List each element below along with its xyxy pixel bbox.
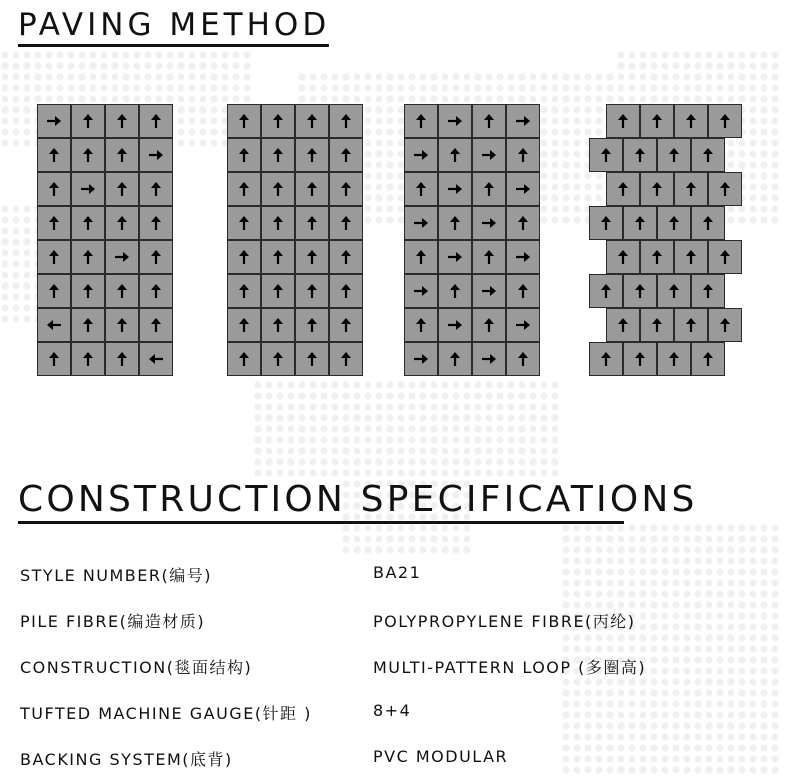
carpet-tile xyxy=(329,274,363,308)
arrow-up-icon xyxy=(616,317,630,333)
carpet-tile xyxy=(674,104,708,138)
arrow-up-icon xyxy=(633,351,647,367)
arrow-up-icon xyxy=(115,147,129,163)
arrow-right-icon xyxy=(516,113,530,129)
carpet-tile xyxy=(404,104,438,138)
carpet-tile xyxy=(438,206,472,240)
arrow-up-icon xyxy=(616,249,630,265)
arrow-up-icon xyxy=(599,215,613,231)
carpet-tile xyxy=(105,172,139,206)
paving-pattern-brick-ashlar xyxy=(589,104,725,378)
arrow-up-icon xyxy=(305,113,319,129)
carpet-tile xyxy=(623,206,657,240)
carpet-tile xyxy=(438,138,472,172)
carpet-tile xyxy=(227,342,261,376)
arrow-up-icon xyxy=(237,249,251,265)
carpet-tile xyxy=(329,138,363,172)
carpet-tile xyxy=(640,240,674,274)
carpet-tile xyxy=(472,274,506,308)
spec-row-backing-system xyxy=(20,743,760,771)
carpet-tile xyxy=(404,138,438,172)
carpet-tile xyxy=(657,206,691,240)
carpet-tile xyxy=(438,172,472,206)
paving-pattern-quarter-turn xyxy=(404,104,540,378)
arrow-up-icon xyxy=(650,113,664,129)
carpet-tile xyxy=(589,138,623,172)
arrow-up-icon xyxy=(305,249,319,265)
arrow-up-icon xyxy=(305,215,319,231)
arrow-right-icon xyxy=(516,249,530,265)
arrow-up-icon xyxy=(271,351,285,367)
arrow-right-icon xyxy=(482,215,496,231)
arrow-up-icon xyxy=(271,181,285,197)
carpet-tile xyxy=(404,274,438,308)
arrow-up-icon xyxy=(339,351,353,367)
spec-label: BACKING SYSTEM(底背) xyxy=(20,750,233,769)
carpet-tile xyxy=(708,104,742,138)
arrow-up-icon xyxy=(650,181,664,197)
carpet-tile xyxy=(261,206,295,240)
arrow-right-icon xyxy=(47,113,61,129)
carpet-tile xyxy=(329,308,363,342)
arrow-up-icon xyxy=(237,317,251,333)
paving-pattern-monolithic xyxy=(227,104,363,378)
arrow-up-icon xyxy=(237,181,251,197)
carpet-tile xyxy=(506,308,540,342)
arrow-up-icon xyxy=(237,351,251,367)
arrow-right-icon xyxy=(81,181,95,197)
carpet-tile xyxy=(37,274,71,308)
arrow-up-icon xyxy=(701,351,715,367)
carpet-tile xyxy=(37,138,71,172)
carpet-tile xyxy=(472,172,506,206)
arrow-up-icon xyxy=(516,283,530,299)
arrow-up-icon xyxy=(701,147,715,163)
arrow-up-icon xyxy=(516,215,530,231)
carpet-tile xyxy=(674,172,708,206)
arrow-up-icon xyxy=(448,147,462,163)
arrow-right-icon xyxy=(516,181,530,197)
arrow-up-icon xyxy=(81,283,95,299)
carpet-tile xyxy=(227,274,261,308)
spec-label: STYLE NUMBER(编号) xyxy=(20,566,212,585)
arrow-up-icon xyxy=(47,215,61,231)
carpet-tile xyxy=(623,274,657,308)
carpet-tile xyxy=(329,240,363,274)
arrow-up-icon xyxy=(684,181,698,197)
arrow-up-icon xyxy=(701,215,715,231)
arrow-up-icon xyxy=(448,351,462,367)
arrow-up-icon xyxy=(149,283,163,299)
carpet-tile xyxy=(71,206,105,240)
arrow-up-icon xyxy=(81,147,95,163)
carpet-tile xyxy=(295,240,329,274)
arrow-right-icon xyxy=(482,283,496,299)
arrow-up-icon xyxy=(448,283,462,299)
spec-row-pile-fibre xyxy=(20,605,760,633)
carpet-tile xyxy=(105,240,139,274)
spec-label: CONSTRUCTION(毯面结构) xyxy=(20,658,253,677)
carpet-tile xyxy=(438,274,472,308)
spec-value: BA21 xyxy=(373,563,422,582)
arrow-up-icon xyxy=(516,147,530,163)
arrow-up-icon xyxy=(237,283,251,299)
spec-label: TUFTED MACHINE GAUGE(针距 ) xyxy=(20,704,312,723)
carpet-tile xyxy=(227,308,261,342)
carpet-tile xyxy=(506,342,540,376)
carpet-tile xyxy=(261,342,295,376)
construction-specifications-title: CONSTRUCTION SPECIFICATIONS xyxy=(18,479,698,520)
carpet-tile xyxy=(506,206,540,240)
carpet-tile xyxy=(623,138,657,172)
arrow-right-icon xyxy=(414,283,428,299)
arrow-up-icon xyxy=(414,113,428,129)
spec-label: PILE FIBRE(编造材质) xyxy=(20,612,206,631)
arrow-up-icon xyxy=(305,147,319,163)
carpet-tile xyxy=(506,138,540,172)
arrow-up-icon xyxy=(650,317,664,333)
carpet-tile xyxy=(71,172,105,206)
carpet-tile xyxy=(105,138,139,172)
carpet-tile xyxy=(589,206,623,240)
carpet-tile xyxy=(329,206,363,240)
arrow-up-icon xyxy=(237,215,251,231)
paving-method-title: PAVING METHOD xyxy=(18,7,331,43)
arrow-up-icon xyxy=(482,113,496,129)
carpet-tile xyxy=(105,206,139,240)
arrow-up-icon xyxy=(149,215,163,231)
arrow-right-icon xyxy=(149,147,163,163)
arrow-up-icon xyxy=(237,147,251,163)
carpet-tile xyxy=(606,240,640,274)
arrow-up-icon xyxy=(339,147,353,163)
carpet-tile xyxy=(329,172,363,206)
carpet-tile xyxy=(105,308,139,342)
arrow-up-icon xyxy=(47,351,61,367)
arrow-up-icon xyxy=(633,283,647,299)
carpet-tile xyxy=(404,206,438,240)
arrow-up-icon xyxy=(339,113,353,129)
carpet-tile xyxy=(227,240,261,274)
carpet-tile xyxy=(438,240,472,274)
carpet-tile xyxy=(472,308,506,342)
arrow-up-icon xyxy=(339,317,353,333)
arrow-up-icon xyxy=(115,351,129,367)
carpet-tile xyxy=(105,104,139,138)
arrow-right-icon xyxy=(414,215,428,231)
arrow-up-icon xyxy=(115,215,129,231)
arrow-up-icon xyxy=(667,351,681,367)
carpet-tile xyxy=(139,172,173,206)
arrow-up-icon xyxy=(81,351,95,367)
arrow-right-icon xyxy=(448,317,462,333)
carpet-tile xyxy=(227,138,261,172)
arrow-up-icon xyxy=(271,283,285,299)
carpet-tile xyxy=(227,206,261,240)
carpet-tile xyxy=(589,274,623,308)
carpet-tile xyxy=(506,240,540,274)
spec-row-style-number xyxy=(20,559,760,587)
carpet-tile xyxy=(657,274,691,308)
arrow-up-icon xyxy=(684,317,698,333)
carpet-tile xyxy=(506,274,540,308)
carpet-tile xyxy=(139,206,173,240)
arrow-up-icon xyxy=(271,147,285,163)
arrow-up-icon xyxy=(599,283,613,299)
arrow-right-icon xyxy=(448,181,462,197)
arrow-up-icon xyxy=(414,249,428,265)
arrow-up-icon xyxy=(81,249,95,265)
carpet-tile xyxy=(329,342,363,376)
arrow-up-icon xyxy=(81,113,95,129)
arrow-up-icon xyxy=(271,317,285,333)
arrow-up-icon xyxy=(667,147,681,163)
arrow-up-icon xyxy=(115,181,129,197)
arrow-up-icon xyxy=(47,249,61,265)
carpet-tile xyxy=(691,274,725,308)
carpet-tile xyxy=(71,104,105,138)
carpet-tile xyxy=(295,104,329,138)
spec-value: MULTI-PATTERN LOOP (多圈高) xyxy=(373,658,647,677)
carpet-tile xyxy=(606,308,640,342)
arrow-up-icon xyxy=(271,113,285,129)
arrow-right-icon xyxy=(414,147,428,163)
carpet-tile xyxy=(261,274,295,308)
carpet-tile xyxy=(657,342,691,376)
arrow-up-icon xyxy=(339,181,353,197)
carpet-tile xyxy=(71,274,105,308)
carpet-tile xyxy=(708,240,742,274)
arrow-up-icon xyxy=(81,317,95,333)
carpet-tile xyxy=(472,240,506,274)
arrow-up-icon xyxy=(339,215,353,231)
arrow-up-icon xyxy=(667,283,681,299)
specs-title-underline xyxy=(18,521,624,524)
arrow-up-icon xyxy=(718,249,732,265)
carpet-tile xyxy=(139,308,173,342)
carpet-tile xyxy=(506,104,540,138)
arrow-right-icon xyxy=(448,249,462,265)
arrow-up-icon xyxy=(149,317,163,333)
spec-value: 8+4 xyxy=(373,701,412,720)
carpet-tile xyxy=(472,206,506,240)
arrow-up-icon xyxy=(718,181,732,197)
carpet-tile xyxy=(295,308,329,342)
spec-row-tufted-machine-gauge xyxy=(20,697,760,725)
carpet-tile xyxy=(261,308,295,342)
arrow-up-icon xyxy=(633,215,647,231)
arrow-up-icon xyxy=(718,317,732,333)
arrow-up-icon xyxy=(149,181,163,197)
carpet-tile xyxy=(691,206,725,240)
carpet-tile xyxy=(472,138,506,172)
carpet-tile xyxy=(506,172,540,206)
carpet-tile xyxy=(640,308,674,342)
arrow-right-icon xyxy=(482,351,496,367)
arrow-left-icon xyxy=(47,317,61,333)
arrow-up-icon xyxy=(482,249,496,265)
carpet-tile xyxy=(139,274,173,308)
arrow-right-icon xyxy=(448,113,462,129)
arrow-up-icon xyxy=(684,249,698,265)
arrow-right-icon xyxy=(516,317,530,333)
carpet-tile xyxy=(37,342,71,376)
carpet-tile xyxy=(404,240,438,274)
carpet-tile xyxy=(261,172,295,206)
arrow-up-icon xyxy=(115,317,129,333)
arrow-up-icon xyxy=(414,317,428,333)
arrow-up-icon xyxy=(667,215,681,231)
arrow-up-icon xyxy=(271,249,285,265)
arrow-up-icon xyxy=(305,351,319,367)
arrow-up-icon xyxy=(47,283,61,299)
carpet-tile xyxy=(674,308,708,342)
carpet-tile xyxy=(438,308,472,342)
arrow-up-icon xyxy=(305,283,319,299)
spec-value: POLYPROPYLENE FIBRE(丙纶) xyxy=(373,612,636,631)
carpet-tile xyxy=(674,240,708,274)
carpet-tile xyxy=(691,138,725,172)
carpet-tile xyxy=(71,308,105,342)
carpet-tile xyxy=(261,104,295,138)
carpet-tile xyxy=(623,342,657,376)
arrow-up-icon xyxy=(237,113,251,129)
arrow-up-icon xyxy=(339,283,353,299)
carpet-tile xyxy=(708,172,742,206)
arrow-up-icon xyxy=(339,249,353,265)
arrow-up-icon xyxy=(271,215,285,231)
arrow-up-icon xyxy=(305,317,319,333)
arrow-up-icon xyxy=(616,113,630,129)
carpet-tile xyxy=(295,138,329,172)
spec-row-construction xyxy=(20,651,760,679)
spec-value: PVC MODULAR xyxy=(373,747,509,766)
arrow-up-icon xyxy=(684,113,698,129)
carpet-tile xyxy=(472,104,506,138)
carpet-tile xyxy=(227,104,261,138)
carpet-tile xyxy=(37,240,71,274)
carpet-tile xyxy=(404,172,438,206)
arrow-up-icon xyxy=(149,113,163,129)
carpet-tile xyxy=(708,308,742,342)
arrow-up-icon xyxy=(633,147,647,163)
arrow-up-icon xyxy=(599,351,613,367)
carpet-tile xyxy=(329,104,363,138)
carpet-tile xyxy=(404,308,438,342)
arrow-up-icon xyxy=(149,249,163,265)
carpet-tile xyxy=(261,240,295,274)
carpet-tile xyxy=(227,172,261,206)
carpet-tile xyxy=(606,172,640,206)
arrow-up-icon xyxy=(482,317,496,333)
carpet-tile xyxy=(37,104,71,138)
arrow-right-icon xyxy=(482,147,496,163)
arrow-up-icon xyxy=(718,113,732,129)
carpet-tile xyxy=(295,274,329,308)
arrow-left-icon xyxy=(149,351,163,367)
carpet-tile xyxy=(139,240,173,274)
carpet-tile xyxy=(438,342,472,376)
arrow-up-icon xyxy=(115,283,129,299)
arrow-up-icon xyxy=(701,283,715,299)
arrow-up-icon xyxy=(516,351,530,367)
carpet-tile xyxy=(691,342,725,376)
arrow-up-icon xyxy=(47,181,61,197)
arrow-up-icon xyxy=(616,181,630,197)
arrow-up-icon xyxy=(115,113,129,129)
arrow-up-icon xyxy=(599,147,613,163)
carpet-tile xyxy=(657,138,691,172)
carpet-tile xyxy=(139,104,173,138)
arrow-up-icon xyxy=(305,181,319,197)
carpet-tile xyxy=(37,206,71,240)
arrow-up-icon xyxy=(650,249,664,265)
carpet-tile xyxy=(640,104,674,138)
arrow-right-icon xyxy=(414,351,428,367)
arrow-up-icon xyxy=(47,147,61,163)
carpet-tile xyxy=(37,172,71,206)
carpet-tile xyxy=(295,342,329,376)
carpet-tile xyxy=(472,342,506,376)
carpet-tile xyxy=(105,274,139,308)
arrow-up-icon xyxy=(414,181,428,197)
carpet-tile xyxy=(71,138,105,172)
carpet-tile xyxy=(589,342,623,376)
carpet-tile xyxy=(640,172,674,206)
arrow-right-icon xyxy=(115,249,129,265)
carpet-tile xyxy=(105,342,139,376)
arrow-up-icon xyxy=(81,215,95,231)
paving-pattern-random xyxy=(37,104,173,378)
carpet-tile xyxy=(71,240,105,274)
arrow-up-icon xyxy=(448,215,462,231)
carpet-tile xyxy=(71,342,105,376)
carpet-tile xyxy=(606,104,640,138)
carpet-tile xyxy=(295,172,329,206)
paving-title-underline xyxy=(18,44,329,47)
carpet-tile xyxy=(261,138,295,172)
carpet-tile xyxy=(139,342,173,376)
carpet-tile xyxy=(404,342,438,376)
carpet-tile xyxy=(438,104,472,138)
carpet-tile xyxy=(295,206,329,240)
carpet-tile xyxy=(37,308,71,342)
carpet-tile xyxy=(139,138,173,172)
arrow-up-icon xyxy=(482,181,496,197)
